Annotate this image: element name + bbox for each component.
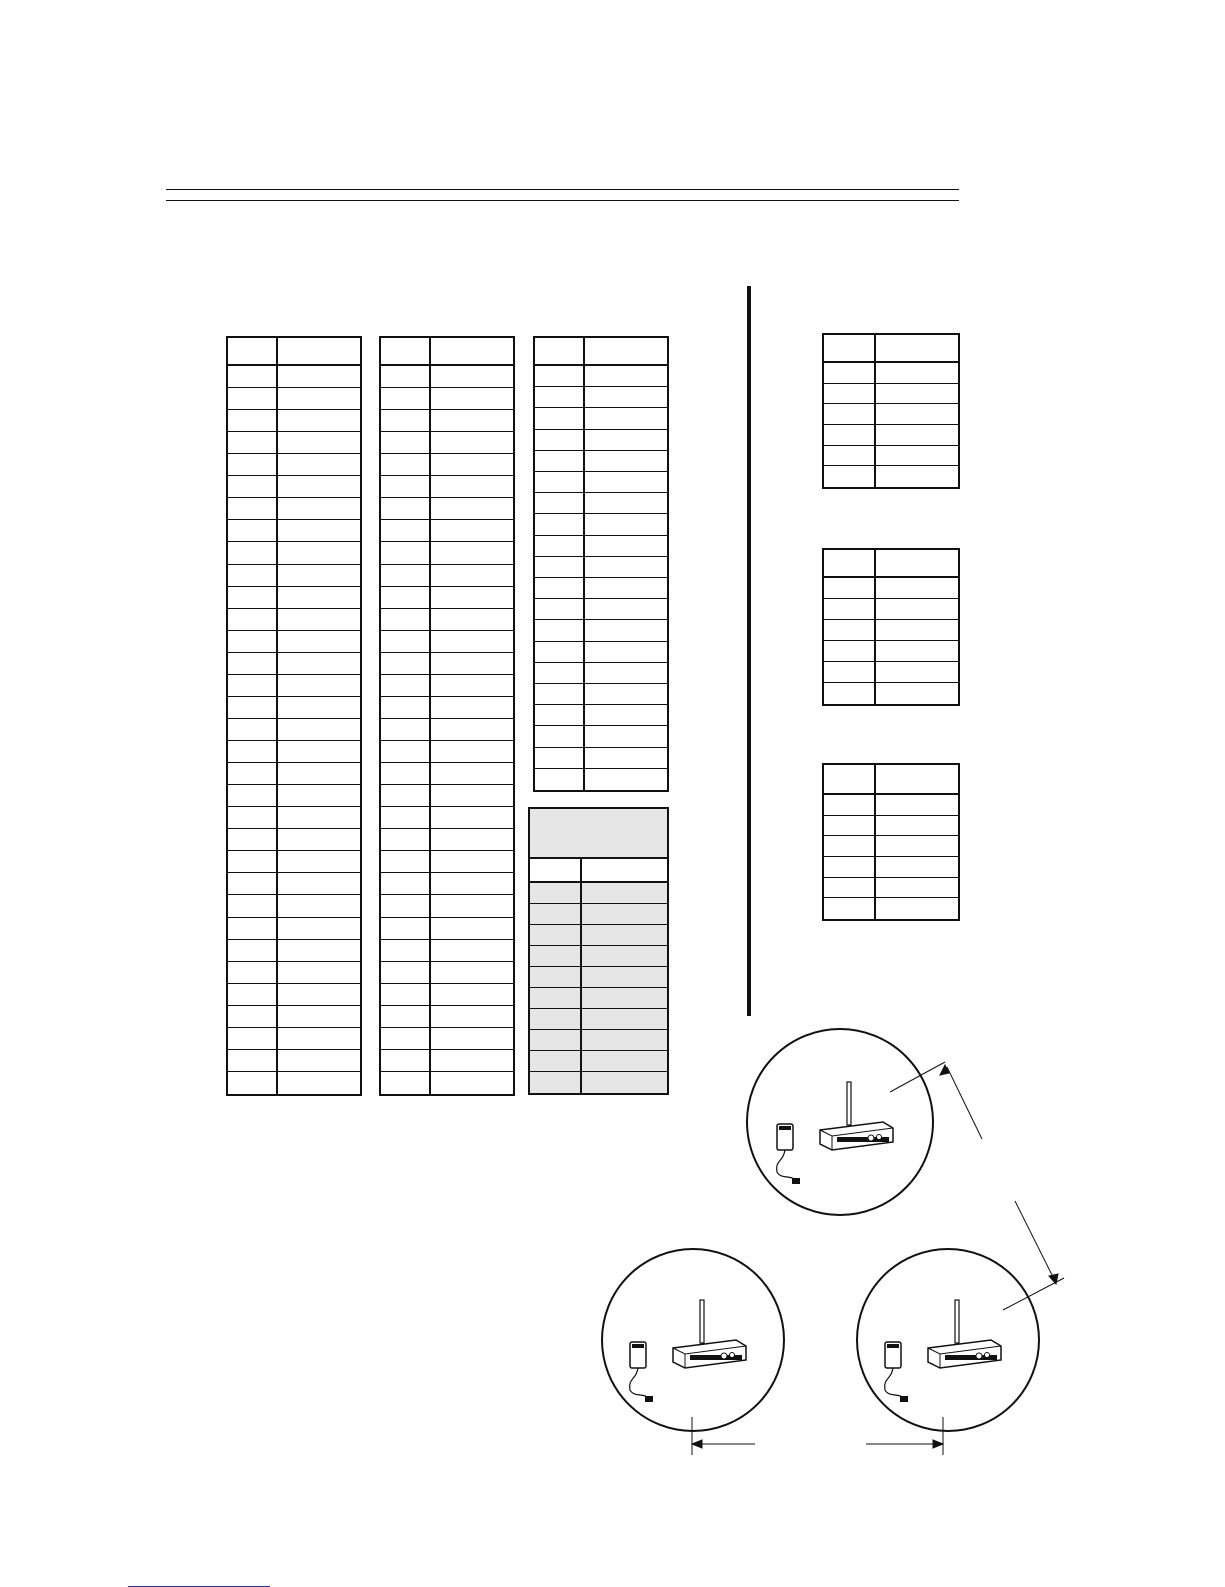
table-row xyxy=(824,898,958,919)
table-row xyxy=(530,967,667,988)
table-row xyxy=(381,1050,513,1072)
table-row xyxy=(535,451,667,472)
table-header-row xyxy=(228,338,360,366)
table-row xyxy=(228,918,360,940)
table-row xyxy=(381,653,513,675)
table-row xyxy=(535,748,667,769)
receiver-icon xyxy=(928,1300,1001,1368)
table-column-divider xyxy=(580,859,582,1093)
table-row xyxy=(381,873,513,895)
table-column-divider xyxy=(874,335,876,487)
table-row xyxy=(381,984,513,1006)
table-row xyxy=(381,565,513,587)
table-row xyxy=(228,895,360,917)
table-column-divider xyxy=(874,765,876,919)
table-row xyxy=(535,663,667,684)
table-row xyxy=(228,476,360,498)
table-column-divider xyxy=(276,338,278,1094)
table-row xyxy=(381,785,513,807)
table-row xyxy=(824,404,958,425)
table-row xyxy=(535,620,667,641)
table-row xyxy=(228,1050,360,1072)
table-row xyxy=(228,653,360,675)
table-row xyxy=(381,454,513,476)
channel-table-2 xyxy=(379,336,515,1096)
table-row xyxy=(535,599,667,620)
table-row xyxy=(824,816,958,837)
table-row xyxy=(228,565,360,587)
table-row xyxy=(228,719,360,741)
coverage-circle-top xyxy=(747,1029,933,1215)
table-row xyxy=(535,726,667,747)
table-row xyxy=(381,895,513,917)
table-row xyxy=(824,683,958,704)
table-row xyxy=(228,675,360,697)
table-header-row xyxy=(535,338,667,366)
coverage-circle-left xyxy=(602,1249,784,1431)
table-row xyxy=(824,878,958,899)
table-row xyxy=(381,962,513,984)
table-row xyxy=(228,984,360,1006)
table-row xyxy=(228,807,360,829)
table-row xyxy=(228,498,360,520)
table-row xyxy=(228,873,360,895)
table-row xyxy=(228,697,360,719)
table-row xyxy=(228,366,360,388)
table-header-row xyxy=(824,550,958,578)
group-table-2 xyxy=(822,548,960,706)
table-row xyxy=(381,410,513,432)
table-row xyxy=(824,620,958,641)
table-row xyxy=(381,1072,513,1094)
table-row xyxy=(381,741,513,763)
table-row xyxy=(228,388,360,410)
table-column-divider xyxy=(429,338,431,1094)
table-row xyxy=(530,988,667,1009)
table-row xyxy=(824,384,958,405)
receiver-icon xyxy=(673,1300,746,1368)
table-row xyxy=(535,684,667,705)
table-row xyxy=(381,542,513,564)
table-row xyxy=(381,498,513,520)
table-row xyxy=(381,388,513,410)
table-row xyxy=(381,918,513,940)
bodypack-transmitter-icon xyxy=(885,1342,908,1402)
group-table-3 xyxy=(822,763,960,921)
table-row xyxy=(535,705,667,726)
table-row xyxy=(381,851,513,873)
column-divider xyxy=(747,286,751,1016)
table-row xyxy=(824,578,958,599)
table-row xyxy=(381,829,513,851)
table-row xyxy=(228,454,360,476)
table-row xyxy=(228,432,360,454)
table-row xyxy=(824,446,958,467)
table-row xyxy=(530,904,667,925)
table-row xyxy=(228,609,360,631)
table-row xyxy=(824,795,958,816)
footer-link[interactable] xyxy=(128,1574,270,1587)
table-row xyxy=(535,387,667,408)
table-row xyxy=(228,1028,360,1050)
table-row xyxy=(228,410,360,432)
table-row xyxy=(381,587,513,609)
table-row xyxy=(228,631,360,653)
table-row xyxy=(381,432,513,454)
table-header-row xyxy=(530,859,667,883)
table-header-row xyxy=(381,338,513,366)
group-table-1 xyxy=(822,333,960,489)
receiver-icon xyxy=(820,1082,893,1150)
channel-table-3 xyxy=(533,336,669,792)
table-row xyxy=(535,578,667,599)
table-header-row xyxy=(824,335,958,363)
bodypack-transmitter-icon xyxy=(630,1342,653,1402)
table-row xyxy=(381,520,513,542)
table-row xyxy=(381,1006,513,1028)
coverage-circle-right xyxy=(857,1249,1039,1431)
table-row xyxy=(228,829,360,851)
table-row xyxy=(381,631,513,653)
table-row xyxy=(381,940,513,962)
table-row xyxy=(381,697,513,719)
table-row xyxy=(535,430,667,451)
table-row xyxy=(824,363,958,384)
table-row xyxy=(824,641,958,662)
bodypack-transmitter-icon xyxy=(777,1124,800,1184)
table-row xyxy=(228,962,360,984)
table-row xyxy=(535,472,667,493)
table-row xyxy=(824,466,958,487)
table-row xyxy=(228,741,360,763)
table-row xyxy=(381,807,513,829)
table-row xyxy=(228,520,360,542)
table-row xyxy=(228,1006,360,1028)
table-header-row xyxy=(824,765,958,795)
table-row xyxy=(228,587,360,609)
table-caption xyxy=(530,809,667,859)
header-rule-bottom xyxy=(166,200,959,201)
table-row xyxy=(381,609,513,631)
table-row xyxy=(535,536,667,557)
table-row xyxy=(824,857,958,878)
table-row xyxy=(530,883,667,904)
table-row xyxy=(535,493,667,514)
table-column-divider xyxy=(874,550,876,704)
table-row xyxy=(535,514,667,535)
table-row xyxy=(228,763,360,785)
table-row xyxy=(228,1072,360,1094)
table-row xyxy=(381,763,513,785)
table-row xyxy=(824,836,958,857)
table-row xyxy=(530,925,667,946)
table-row xyxy=(535,642,667,663)
table-column-divider xyxy=(583,338,585,790)
header-rule-top xyxy=(166,189,959,190)
table-row xyxy=(228,542,360,564)
table-row xyxy=(228,785,360,807)
table-row xyxy=(381,719,513,741)
table-row xyxy=(228,851,360,873)
channel-table-1 xyxy=(226,336,362,1096)
table-row xyxy=(381,675,513,697)
table-row xyxy=(535,366,667,387)
table-row xyxy=(535,769,667,790)
table-row xyxy=(824,425,958,446)
table-row xyxy=(535,408,667,429)
table-row xyxy=(530,946,667,967)
table-row xyxy=(824,662,958,683)
coverage-figure xyxy=(590,1025,1070,1465)
table-row xyxy=(381,1028,513,1050)
table-row xyxy=(228,940,360,962)
table-row xyxy=(535,557,667,578)
table-row xyxy=(824,599,958,620)
table-row xyxy=(381,476,513,498)
table-row xyxy=(381,366,513,388)
